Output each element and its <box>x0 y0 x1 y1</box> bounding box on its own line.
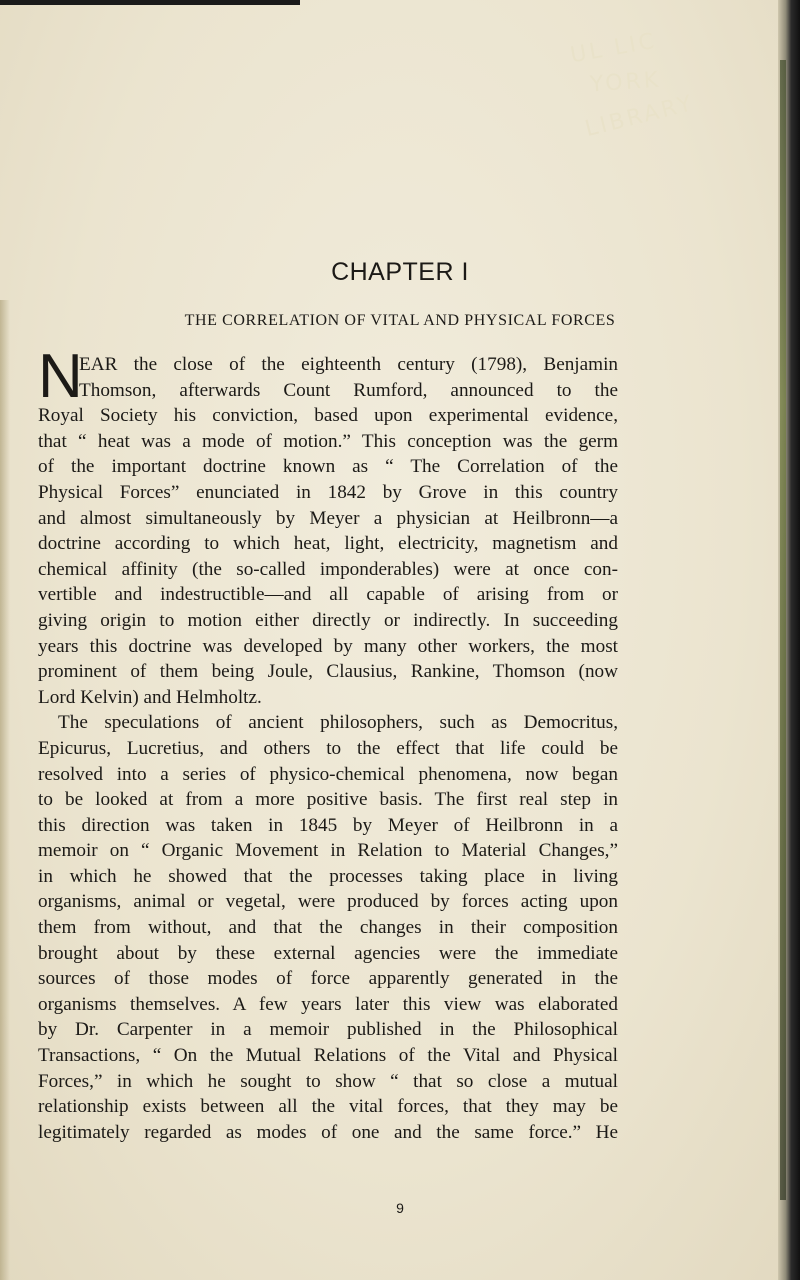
section-title: THE CORRELATION OF VITAL AND PHYSICAL FORCES <box>184 312 616 329</box>
text-line: organisms, animal or vegetal, were produced by forces acting upon <box>38 891 618 913</box>
text-line: them from without, and that the changes in their composition <box>38 917 618 939</box>
text-line: that “ heat was a mode of motion.” This conception was the germ <box>38 430 618 452</box>
drop-cap: N <box>38 342 83 411</box>
stamp-line-1: UL LIC <box>568 28 659 69</box>
binding-edge <box>780 60 786 1200</box>
text-line: by Dr. Carpenter in a memoir published in the Philosophical <box>38 1019 618 1041</box>
page-shadow-left <box>0 300 10 1280</box>
text-line: to be looked at from a more positive basis. The first real step in <box>38 789 618 811</box>
text-line: brought about by these external agencies were the immediate <box>38 942 618 964</box>
text-line: in which he showed that the processes taking place in living <box>38 865 618 887</box>
text-line: Thomson, afterwards Count Rumford, announced to the <box>79 379 618 401</box>
text-line: Forces,” in which he sought to show “ that so close a mutual <box>38 1070 618 1092</box>
stamp-line-3: LIBRARY <box>582 90 697 143</box>
text-line: relationship exists between all the vital forces, that they may be <box>38 1096 618 1118</box>
text-line: Royal Society his conviction, based upon experimental evidence, <box>38 405 618 427</box>
text-line: giving origin to motion either directly or indirectly. In succeeding <box>38 609 618 631</box>
text-line: this direction was taken in 1845 by Meyer of Heilbronn in a <box>38 814 618 836</box>
library-stamp <box>560 28 710 143</box>
text-line: of the important doctrine known as “ The Correlation of the <box>38 456 618 478</box>
text-line: organisms themselves. A few years later this view was elaborated <box>38 993 618 1015</box>
text-line: legitimately regarded as modes of one and the same force.” He <box>38 1121 618 1143</box>
page-number: 9 <box>396 1200 404 1216</box>
text-line: EAR the close of the eighteenth century (1798), Benjamin <box>79 354 618 375</box>
text-line: and almost simultaneously by Meyer a physician at Heilbronn—a <box>38 507 618 529</box>
text-line: vertible and indestructible—and all capable of arising from or <box>38 584 618 606</box>
body-text <box>38 342 618 1145</box>
text-line: Epicurus, Lucretius, and others to the effect that life could be <box>38 737 618 759</box>
text-line: memoir on “ Organic Movement in Relation to Material Changes,” <box>38 840 618 862</box>
text-line: sources of those modes of force apparently generated in the <box>38 968 618 990</box>
text-line: Lord Kelvin) and Helmholtz. <box>38 686 262 708</box>
stamp-line-2: YORK <box>589 67 663 98</box>
text-line: prominent of them being Joule, Clausius, Rankine, Thomson (now <box>38 661 618 683</box>
scan-edge-top <box>0 0 300 5</box>
text-line: chemical affinity (the so-called imponderables) were at once con- <box>38 558 618 580</box>
chapter-title: CHAPTER I <box>331 258 469 286</box>
text-line: doctrine according to which heat, light, electricity, magnetism and <box>38 533 618 555</box>
text-line: years this doctrine was developed by many other workers, the most <box>38 635 618 657</box>
text-line: resolved into a series of physico-chemical phenomena, now began <box>38 763 618 785</box>
text-line: Transactions, “ On the Mutual Relations of the Vital and Physical <box>38 1045 618 1067</box>
text-line: Physical Forces” enunciated in 1842 by Grove in this country <box>38 481 618 503</box>
text-line: The speculations of ancient philosophers, such as Democritus, <box>58 712 618 734</box>
paragraph-1-opening <box>38 342 618 411</box>
